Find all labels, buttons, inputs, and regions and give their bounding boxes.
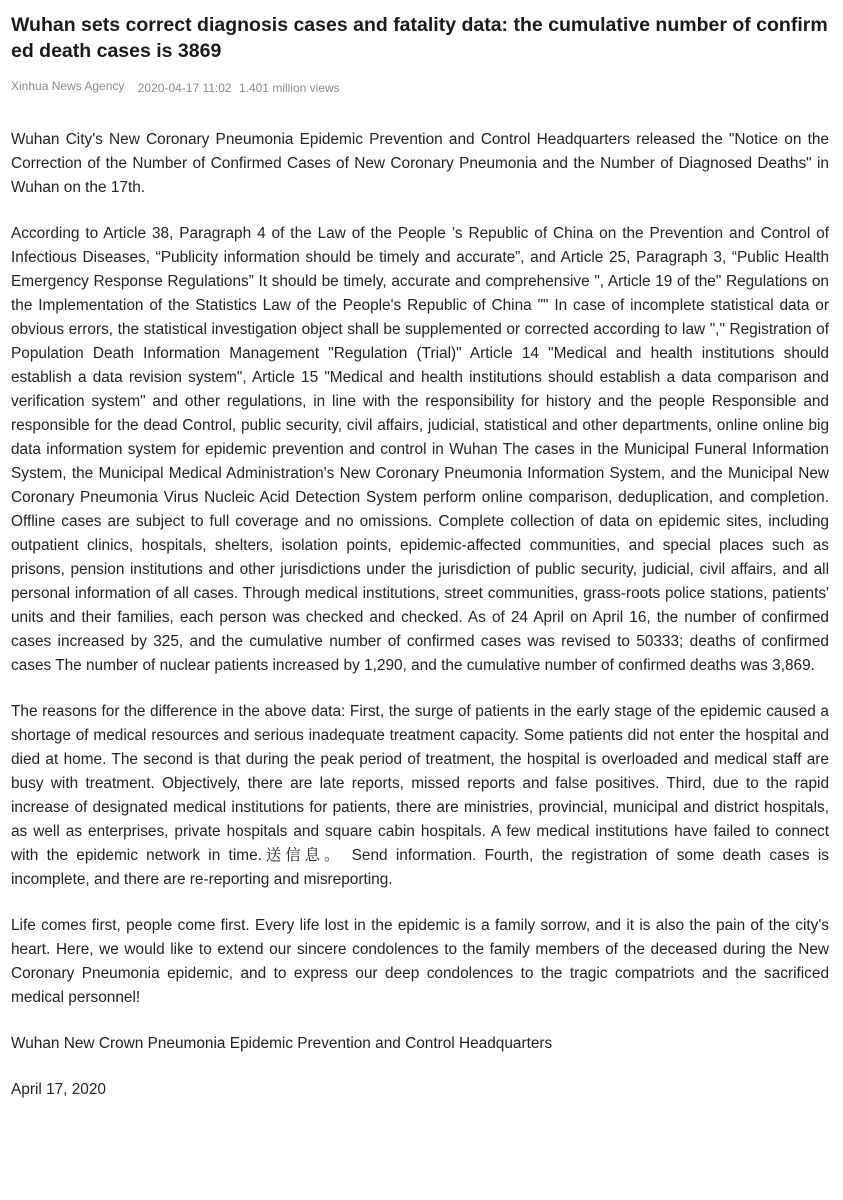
paragraph-reasons: The reasons for the difference in the above data: First, the surge of patients in the early stage of the epidemic caused a shortage of medical resources and serious inadequate treatment capacity. Some patients did not enter the hospital and died at home. The second is that during the peak period of treatment, the hospital is overloaded and medical staff are busy with treatment. Objectively, there are late reports, missed reports and false positives. Third, due to the rapid increase of designated medical institutions for patients, there are ministries, provincial, municipal and district hospitals, as well as enterprises, private hospitals and square cabin hospitals. A few medical institutions have failed to connect with the epidemic network in time.送信息。 Send information. Fourth, the registration of some death cases is incomplete, and there are re-reporting and misreporting. — [11, 703, 829, 888]
article-title: Wuhan sets correct diagnosis cases and fatality data: the cumulative number of confirmed death cases is 3869 — [11, 14, 828, 62]
article-meta — [11, 80, 829, 96]
paragraph-date: April 17, 2020 — [11, 1081, 106, 1098]
paragraph-legal-basis: According to Article 38, Paragraph 4 of the Law of the People ’s Republic of China on the Prevention and Control of Infectious Diseases, “Publicity information should be timely and accurate”, and Article 25, Paragraph 3, “Public Health Emergency Response Regulations” It should be timely, accurate and comprehensive ", Article 19 of the" Regulations on the Implementation of the Statistics Law of the People's Republic of China "" In case of incomplete statistical data or obvious errors, the statistical investigation object shall be supplemented or corrected according to law "," Registration of Population Death Information Management "Regulation (Trial)" Article 14 "Medical and health institutions should establish a data revision system", Article 15 "Medical and health institutions should establish a data comparison and verification system" and other regulations, in line with the responsibility for history and the people Responsible and responsible for the dead Control, public security, civil affairs, judicial, statistical and other departments, online online big data information system for epidemic prevention and control in Wuhan The cases in the Municipal Funeral Information System, the Municipal Medical Administration's New Coronary Pneumonia Information System, and the Municipal New Coronary Pneumonia Virus Nucleic Acid Detection System perform online comparison, deduplication, and completion. Offline cases are subject to full coverage and no omissions. Complete collection of data on epidemic sites, including outpatient clinics, hospitals, shelters, isolation points, epidemic-affected communities, and special places such as prisons, pension institutions and other jurisdictions under the jurisdiction of public security, judicial, civil affairs, and all personal information of all cases. Through medical institutions, street communities, grass-roots police stations, patients' units and their families, each person was checked and checked. As of 24 April on April 16, the number of confirmed cases increased by 325, and the cumulative number of confirmed cases was revised to 50333; deaths of confirmed cases The number of nuclear patients increased by 1,290, and the cumulative number of confirmed deaths was 3,869. — [11, 225, 829, 674]
article-date: 2020-04-17 11:02 — [137, 81, 232, 95]
article-views: 1.401 million views — [238, 81, 340, 95]
paragraph-condolences: Life comes first, people come first. Every life lost in the epidemic is a family sorrow, and it is also the pain of the city's heart. Here, we would like to extend our sincere condolences to the family members of the deceased during the New Coronary Pneumonia epidemic, and to express our deep condolences to the tragic compatriots and the sacrificed medical personnel! — [11, 917, 829, 1006]
paragraph-intro: Wuhan City's New Coronary Pneumonia Epidemic Prevention and Control Headquarters released the "Notice on the Correction of the Number of Confirmed Cases of New Coronary Pneumonia and the Number of Diagnosed Deaths" in Wuhan on the 17th. — [11, 131, 829, 196]
article-source[interactable]: Xinhua News Agency — [11, 79, 125, 93]
article-body — [11, 128, 829, 1102]
paragraph-signature: Wuhan New Crown Pneumonia Epidemic Prevention and Control Headquarters — [11, 1035, 553, 1052]
